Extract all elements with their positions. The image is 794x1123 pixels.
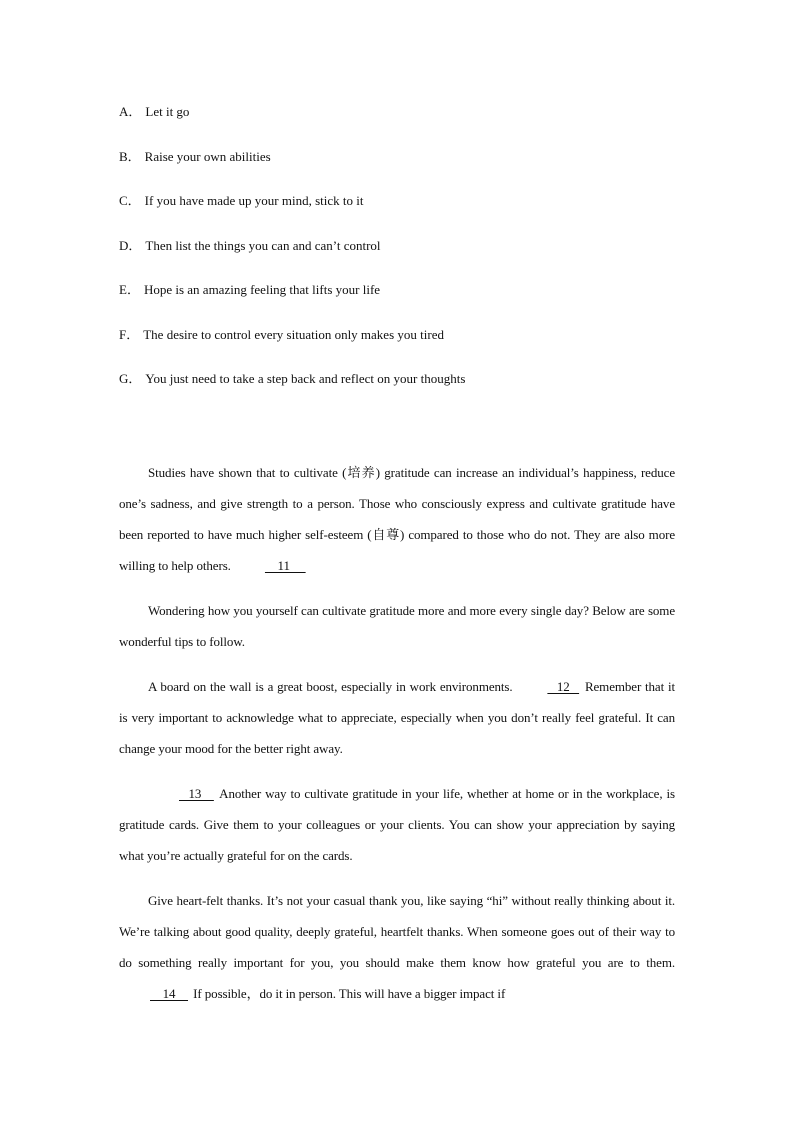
paragraph-text: Wondering how you yourself can cultivate gratitude more and more every single day? Below are some wonderful tips to follow. — [119, 603, 675, 649]
blank-13: 13 — [179, 786, 214, 801]
reading-passage — [119, 457, 675, 1023]
blank-11: 11 — [264, 558, 306, 573]
paragraph-3 — [119, 671, 675, 764]
paragraph-5 — [119, 885, 675, 1009]
paragraph-text: Studies have shown that to cultivate (培养) gratitude can increase an individual’s happiness, reduce one’s sadness, and give strength to a person. Those who consciously express and cultivate gratitude have been reported to have much higher self-esteem (自尊) compared to those who do not. They are also more willing to help others. — [119, 465, 675, 573]
paragraph-text: Give heart-felt thanks. It’s not your casual thank you, like saying “hi” without really thinking about it. We’re talking about good quality, deeply grateful, heartfelt thanks. When someone goes out of their way to do something really important for you, you should make them know how grateful you are to them. — [119, 893, 675, 970]
answer-options — [119, 102, 679, 414]
option-letter: A． — [119, 104, 142, 119]
option-letter: D． — [119, 237, 142, 253]
option-text: Then list the things you can and can’t control — [145, 237, 381, 253]
option-text: Raise your own abilities — [144, 148, 271, 164]
blank-12: 12 — [547, 679, 580, 694]
option-letter: B． — [119, 148, 141, 164]
blank-14: 14 — [150, 986, 189, 1001]
option-f — [119, 325, 679, 345]
option-text: Hope is an amazing feeling that lifts your life — [143, 282, 381, 297]
option-letter: E． — [119, 282, 140, 297]
option-text: If you have made up your mind, stick to it — [144, 193, 364, 208]
option-g — [119, 369, 679, 389]
option-text: Let it go — [145, 104, 190, 119]
paragraph-4 — [119, 778, 675, 871]
paragraph-1 — [119, 457, 675, 581]
option-letter: F． — [119, 326, 140, 342]
option-d — [119, 236, 679, 256]
option-letter: G． — [119, 371, 142, 386]
paragraph-text: Remember that it is very important to acknowledge what to appreciate, especially when you don’t really feel grateful. It can change your mood for the better right away. — [119, 679, 675, 756]
paragraph-text: Another way to cultivate gratitude in your life, whether at home or in the workplace, is gratitude cards. Give them to your colleagues or your clients. You can show your appreciation by saying what you’re actually grateful for on the cards. — [119, 786, 675, 863]
option-a — [119, 102, 679, 122]
paragraph-2 — [119, 595, 675, 657]
option-b — [119, 147, 679, 167]
option-text: You just need to take a step back and reflect on your thoughts — [145, 371, 466, 386]
option-text: The desire to control every situation only makes you tired — [143, 326, 444, 342]
option-c — [119, 191, 679, 211]
paragraph-text: If possible，do it in person. This will have a bigger impact if — [190, 986, 506, 1001]
paragraph-text: A board on the wall is a great boost, especially in work environments. — [148, 679, 517, 694]
option-letter: C． — [119, 193, 141, 208]
option-e — [119, 280, 679, 300]
